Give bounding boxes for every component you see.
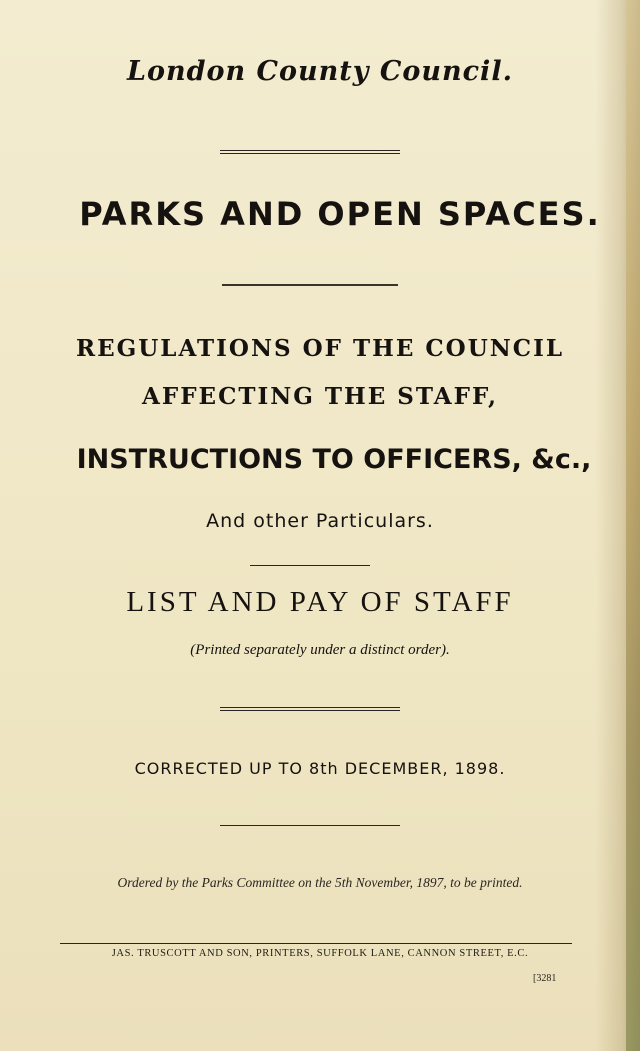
other-particulars: And other Particulars. [206, 510, 434, 532]
masthead: London County Council. [127, 56, 513, 87]
rule-double-middle [220, 707, 400, 711]
print-code: [3281 [533, 973, 557, 984]
rule-short [250, 565, 370, 566]
rule-footer [60, 943, 572, 944]
rule-lower [220, 825, 400, 826]
corrected-date-line: CORRECTED UP TO 8th DECEMBER, 1898. [134, 759, 506, 778]
regulations-line-2: AFFECTING THE STAFF, [142, 383, 498, 410]
regulations-line-1: REGULATIONS OF THE COUNCIL [75, 335, 565, 362]
instructions-heading: INSTRUCTIONS TO OFFICERS, &c., [76, 444, 592, 475]
ordered-by-note: Ordered by the Parks Committee on the 5th November, 1897, to be printed. [117, 875, 523, 890]
rule-below-title [222, 284, 398, 286]
printed-separately-note: (Printed separately under a distinct order). [190, 642, 450, 658]
rule-top [220, 150, 400, 154]
document-title: PARKS AND OPEN SPACES. [79, 195, 601, 233]
list-and-pay-heading: LIST AND PAY OF STAFF [126, 586, 514, 618]
printer-imprint: JAS. TRUSCOTT AND SON, PRINTERS, SUFFOLK LANE, CANNON STREET, E.C. [111, 948, 529, 959]
